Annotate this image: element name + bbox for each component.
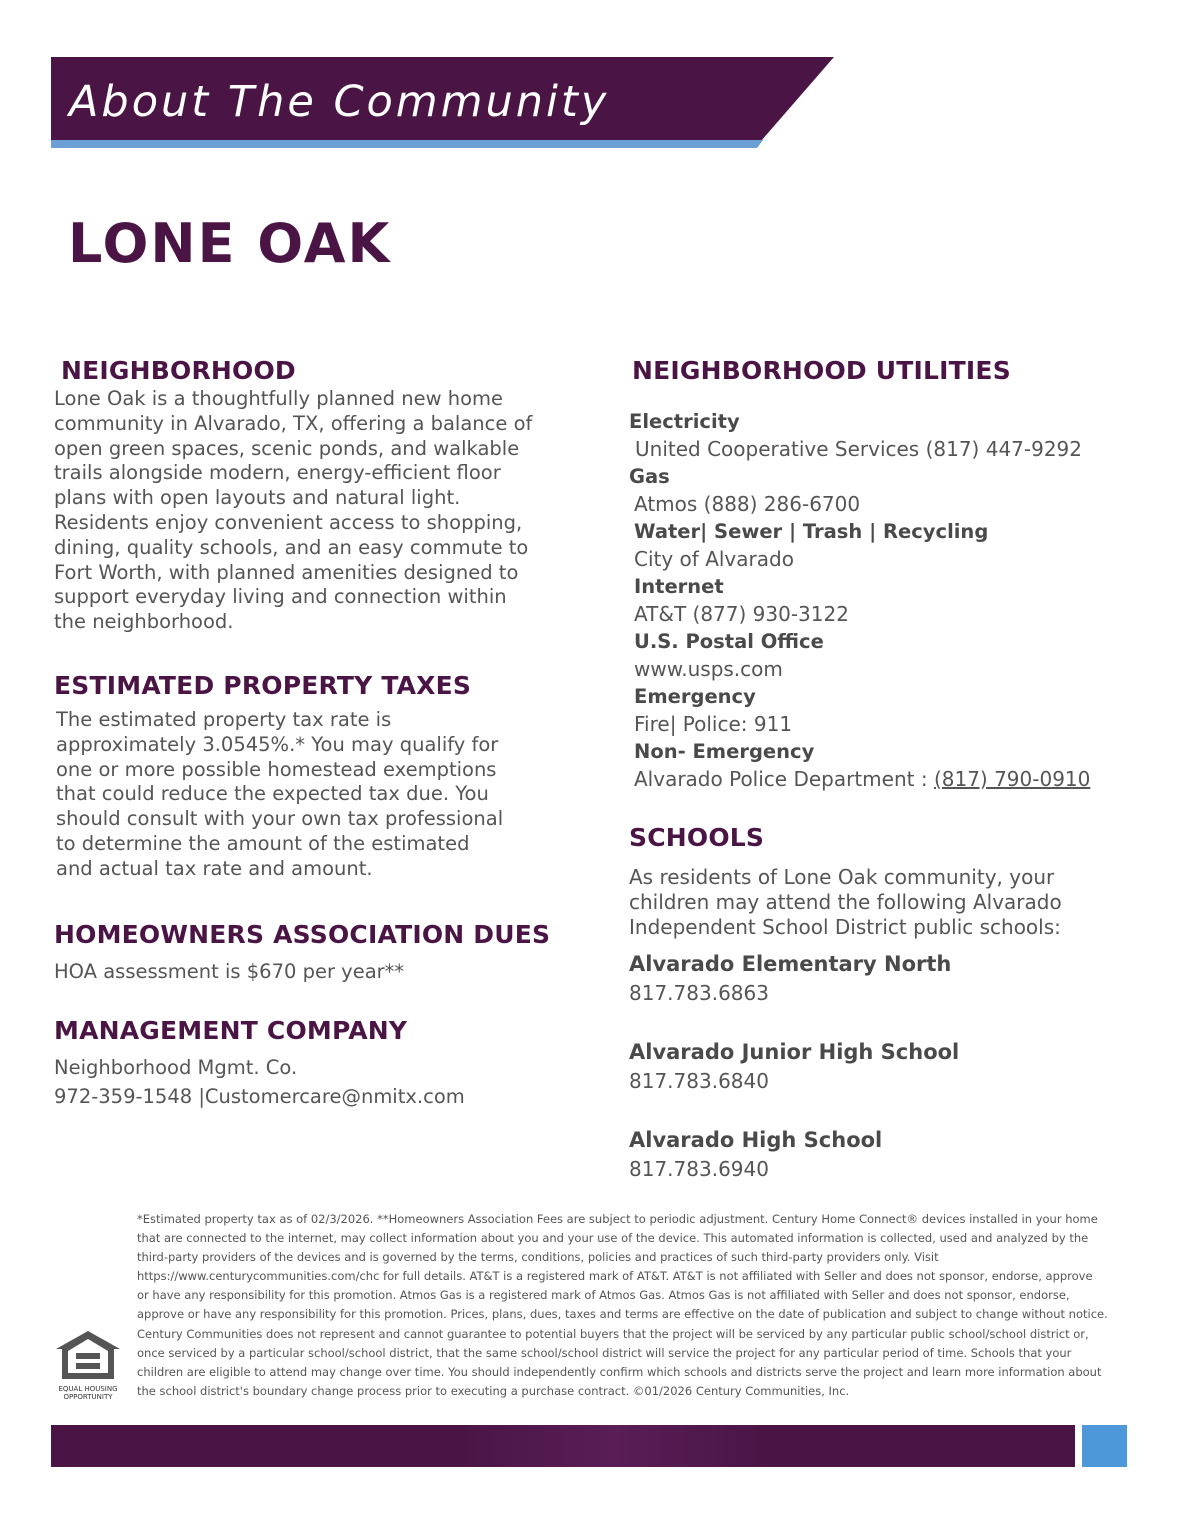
school-phone: 817.783.6940 (629, 1157, 769, 1182)
internet-value: AT&T (877) 930-3122 (634, 602, 849, 626)
postal-label: U.S. Postal Office (634, 630, 824, 653)
gas-label: Gas (629, 465, 670, 488)
footer-bar (51, 1425, 1075, 1467)
text-line: dining, quality schools, and an easy commute to (54, 535, 529, 559)
hoa-heading: HOMEOWNERS ASSOCIATION DUES (54, 919, 551, 949)
electricity-label: Electricity (629, 410, 740, 433)
internet-label: Internet (634, 575, 724, 598)
text-line: trails alongside modern, energy-efficient floor (54, 461, 501, 485)
text-line: the neighborhood. (54, 610, 234, 634)
school-item (629, 1125, 1129, 1183)
left-column (54, 356, 584, 1111)
disclaimer-line: that are connected to the internet, may collect information about you and your use of the device. This automated information is collected, used and analyzed by the (137, 1231, 1089, 1246)
water-value: City of Alvarado (634, 547, 794, 571)
school-name: Alvarado High School (629, 1128, 883, 1153)
disclaimer-line: children are eligible to attend may change over time. You should independently confirm which schools and districts serve the project and learn more information about (137, 1364, 1102, 1379)
nonemergency-value: Alvarado Police Department : (634, 767, 934, 791)
postal-value: www.usps.com (634, 657, 783, 681)
text-line: one or more possible homestead exemptions (56, 757, 497, 781)
management-contact: 972-359-1548 |Customercare@nmitx.com (54, 1084, 465, 1108)
taxes-description (56, 708, 584, 882)
management-heading: MANAGEMENT COMPANY (54, 1015, 408, 1045)
hoa-text: HOA assessment is $670 per year** (54, 959, 405, 983)
right-column (629, 356, 1129, 1183)
text-line: community in Alvarado, TX, offering a balance of (54, 411, 533, 435)
school-name: Alvarado Junior High School (629, 1040, 960, 1065)
police-phone-link[interactable]: (817) 790-0910 (933, 767, 1091, 791)
disclaimer-line: the school district's boundary change process prior to executing a purchase contract. ©01/2026 Century Communities, Inc. (137, 1383, 850, 1398)
gas-value: Atmos (888) 286-6700 (634, 492, 861, 516)
text-line: children may attend the following Alvarado (629, 889, 1062, 914)
schools-intro (629, 865, 1129, 939)
disclaimer-line: approve or have any responsibility for this promotion. Prices, plans, dues, taxes and terms are effective on the date of publication and subject to change without notice. (137, 1307, 1108, 1322)
emergency-value: Fire| Police: 911 (634, 712, 793, 736)
disclaimer-line: Century Communities does not represent and cannot guarantee to potential buyers that the project will be serviced by any particular public school/school district or, (137, 1326, 1089, 1341)
disclaimer-line: third-party providers of the devices and is governed by the terms, conditions, policies and practices of such third-party providers only. Visit (137, 1250, 939, 1265)
taxes-heading: ESTIMATED PROPERTY TAXES (54, 670, 472, 700)
management-name: Neighborhood Mgmt. Co. (54, 1055, 298, 1079)
text-line: that could reduce the expected tax due. You (56, 782, 489, 806)
header-banner (51, 57, 834, 149)
text-line: and actual tax rate and amount. (56, 856, 373, 880)
text-line: should consult with your own tax professional (56, 807, 504, 831)
banner-title: About The Community (69, 77, 610, 127)
disclaimer-line: *Estimated property tax as of 02/3/2026. **Homeowners Association Fees are subject to periodic adjustment. Century Home Connect® devices installed in your home (137, 1212, 1098, 1226)
electricity-value: United Cooperative Services (817) 447-9292 (635, 437, 1083, 461)
school-phone: 817.783.6840 (629, 1069, 769, 1094)
neighborhood-heading: NEIGHBORHOOD (61, 356, 296, 385)
text-line: approximately 3.0545%.* You may qualify for (56, 732, 499, 756)
equal-housing-text (52, 1385, 124, 1401)
school-name: Alvarado Elementary North (629, 952, 952, 977)
text-line: Fort Worth, with planned amenities designed to (54, 560, 519, 584)
emergency-label: Emergency (634, 685, 756, 708)
text-line: Residents enjoy convenient access to shopping, (54, 510, 523, 534)
text-line: plans with open layouts and natural light. (54, 486, 461, 510)
schools-heading: SCHOOLS (629, 823, 765, 852)
page-title: LONE OAK (68, 212, 392, 275)
nonemergency-label: Non- Emergency (634, 740, 815, 763)
text-line: Independent School District public schools: (629, 914, 1061, 939)
disclaimer-line: or have any responsibility for this promotion. Atmos Gas is a registered mark of Atmos Gas. Atmos Gas is not affiliated with Seller and does not sponsor, endorse, (137, 1288, 1070, 1303)
school-item (629, 1037, 1129, 1095)
neighborhood-description (54, 387, 584, 635)
footer-accent-square (1082, 1425, 1127, 1467)
disclaimer (137, 1210, 1127, 1401)
school-phone: 817.783.6863 (629, 981, 769, 1006)
text-line: open green spaces, scenic ponds, and walkable (54, 436, 520, 460)
nonemergency-row (634, 765, 1129, 793)
disclaimer-line: once serviced by a particular school/school district, that the same school/school district will service the project for any particular period of time. Schools that your (137, 1345, 1072, 1360)
utilities-heading: NEIGHBORHOOD UTILITIES (632, 356, 1011, 385)
text-line: support everyday living and connection within (54, 585, 507, 609)
school-item (629, 949, 1129, 1007)
eho-line1: EQUAL HOUSING (58, 1385, 118, 1393)
text-line: As residents of Lone Oak community, your (629, 865, 1055, 889)
text-line: The estimated property tax rate is (56, 707, 392, 731)
disclaimer-line: https://www.centurycommunities.com/chc for full details. AT&T is a registered mark of AT&T. AT&T is not affiliated with Seller and does not sponsor, endorse, approve (137, 1269, 1093, 1284)
utilities-list (629, 408, 1129, 793)
text-line: Lone Oak is a thoughtfully planned new home (54, 387, 504, 410)
eho-line2: OPPORTUNITY (63, 1393, 113, 1401)
text-line: to determine the amount of the estimated (56, 831, 470, 855)
water-label: Water| Sewer | Trash | Recycling (634, 520, 989, 543)
